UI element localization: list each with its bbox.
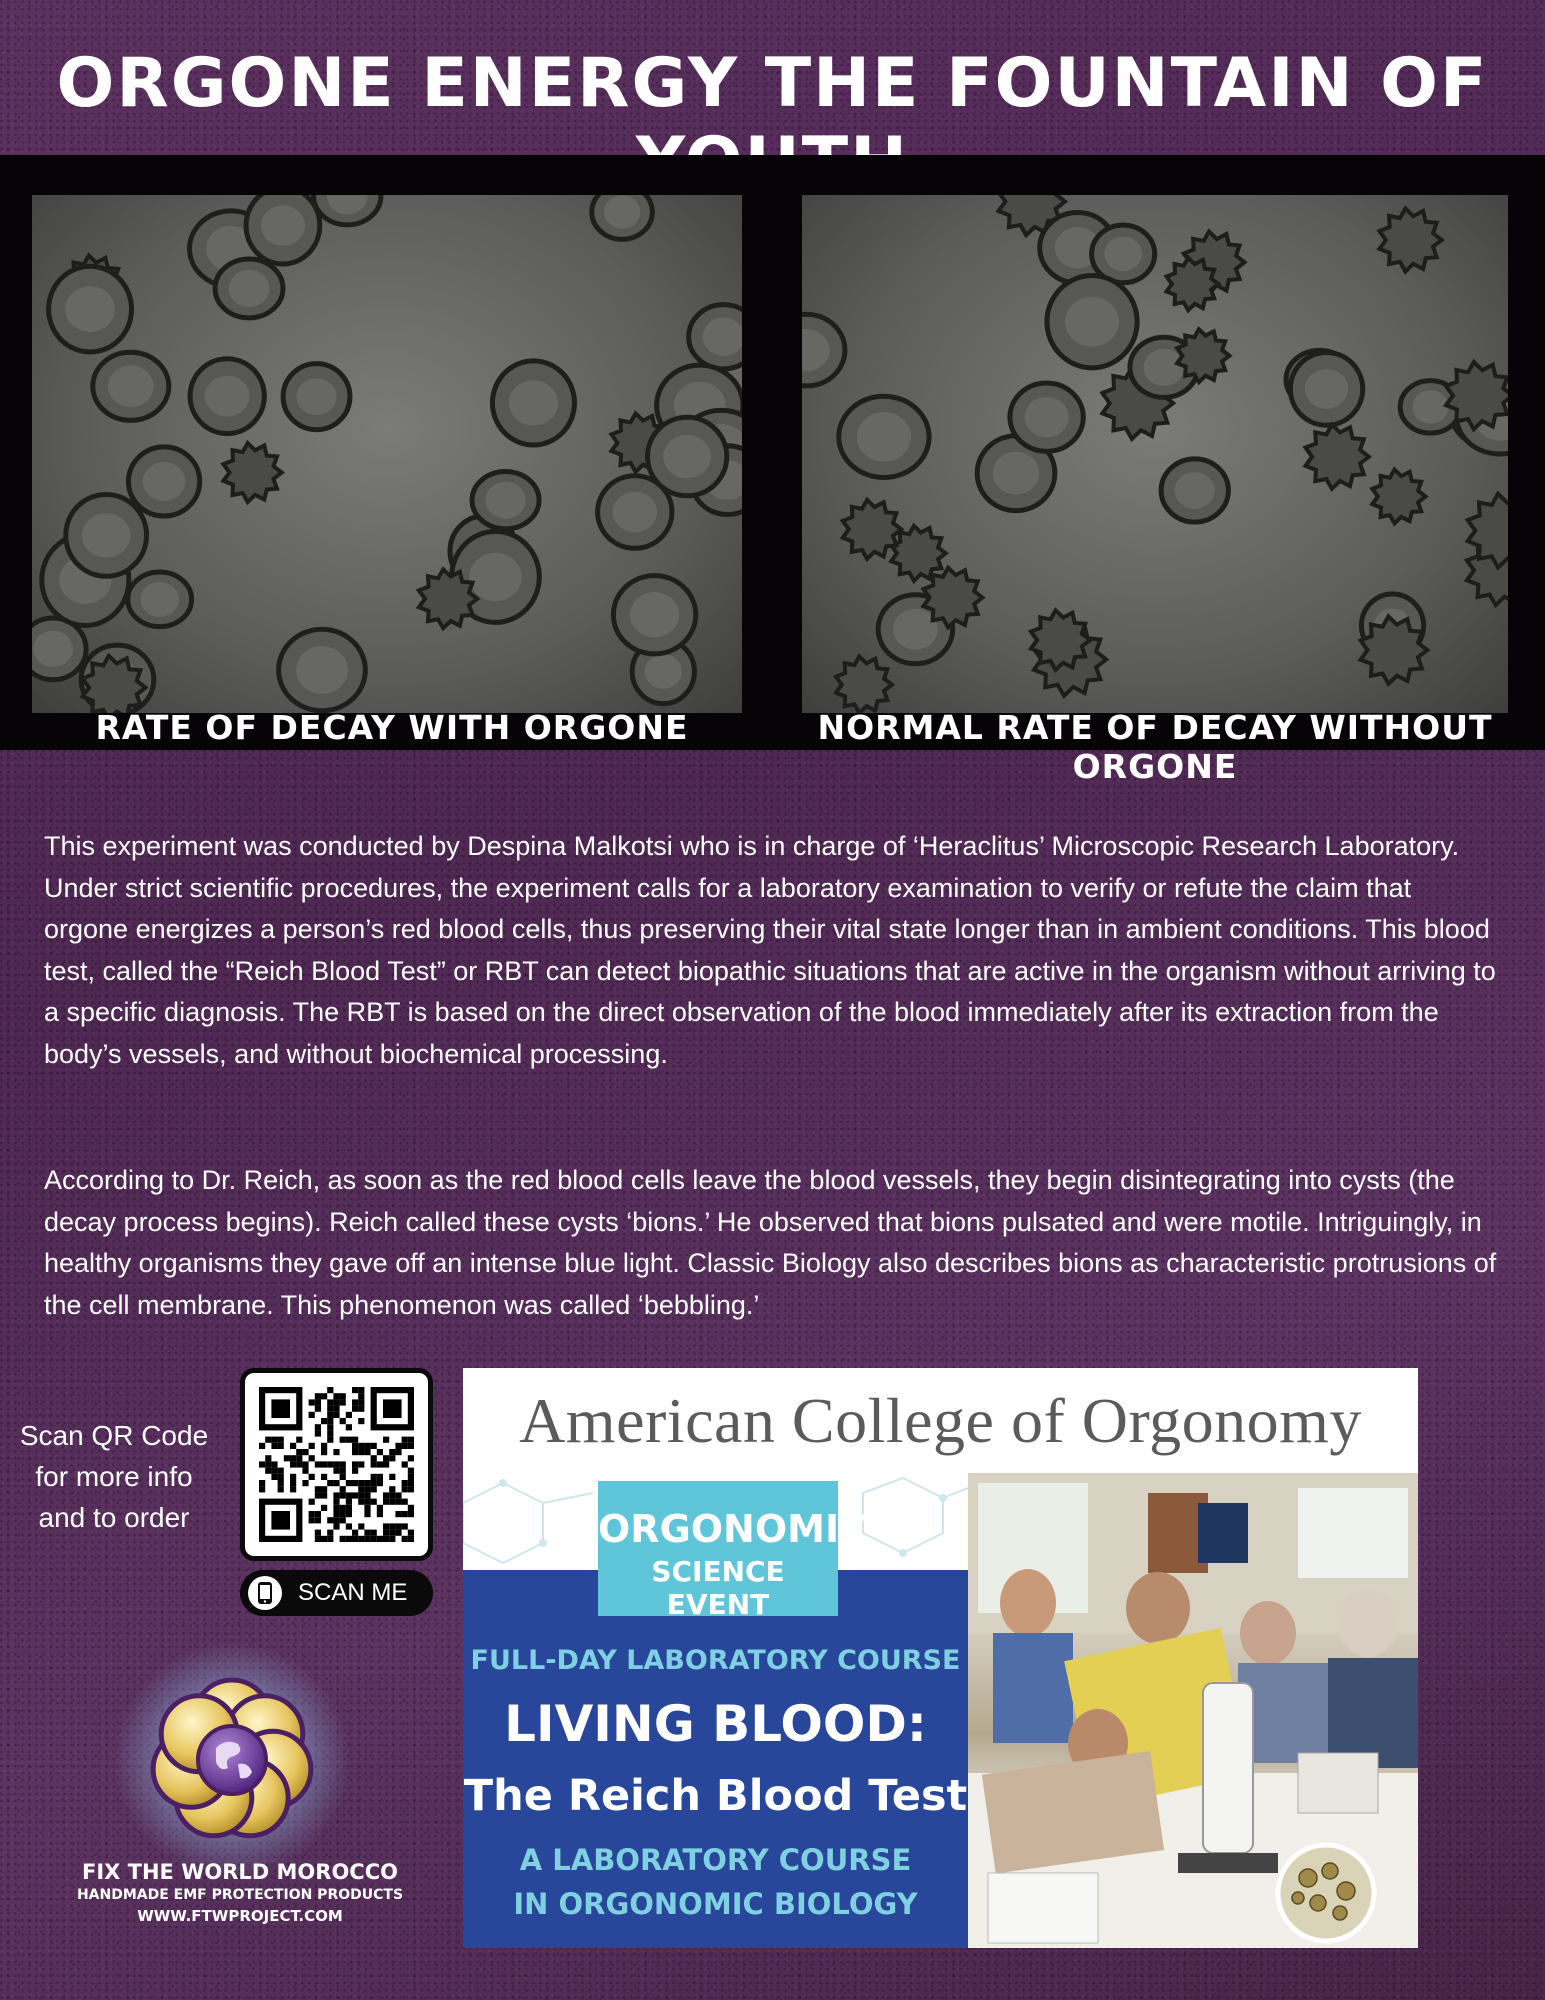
brand-website[interactable]: WWW.FTWPROJECT.COM xyxy=(137,1907,343,1925)
ad-text-panel xyxy=(463,1473,968,1948)
blood-cell xyxy=(246,195,320,264)
brand-tagline: HANDMADE EMF PROTECTION PRODUCTS xyxy=(76,1887,404,1903)
micrograph-with-orgone xyxy=(32,195,742,713)
blood-cell xyxy=(314,195,381,225)
caption-with-orgone: RATE OF DECAY WITH ORGONE xyxy=(95,708,689,747)
blood-cell xyxy=(66,494,147,576)
scan-me-button[interactable] xyxy=(240,1570,433,1616)
crenated-cell xyxy=(1379,209,1441,272)
crenated-cell xyxy=(1372,470,1425,524)
course-subtitle: The Reich Blood Test xyxy=(463,1771,968,1821)
caption-without-orgone: NORMAL RATE OF DECAY WITHOUT ORGONE xyxy=(817,708,1493,786)
micrograph-without-orgone xyxy=(802,195,1508,713)
blood-cell xyxy=(472,472,539,529)
blood-cell xyxy=(689,305,742,369)
blood-cell xyxy=(128,447,199,516)
blood-cell xyxy=(839,396,929,477)
blood-cell xyxy=(802,314,845,386)
event-line1: ORGONOMIC xyxy=(598,1507,868,1551)
course-desc-2: IN ORGONOMIC BIOLOGY xyxy=(513,1887,918,1921)
page-title: ORGONE ENERGY THE FOUNTAIN OF xyxy=(56,44,1489,123)
brand-name: FIX THE WORLD MOROCCO xyxy=(82,1860,398,1884)
qr-code[interactable] xyxy=(240,1368,433,1561)
blood-cell xyxy=(279,629,366,711)
crenated-cell xyxy=(836,657,892,714)
course-desc-1: A LABORATORY COURSE xyxy=(519,1843,912,1877)
qr-instructions: Scan QR Code for more info and to order xyxy=(19,1420,209,1533)
crenated-cell xyxy=(223,443,281,502)
blood-cell xyxy=(215,259,283,318)
course-title: LIVING BLOOD: xyxy=(504,1695,927,1753)
qr-code-image xyxy=(259,1387,414,1542)
blood-cell xyxy=(613,576,695,654)
paragraph-reich: According to Dr. Reich, as soon as the red blood cells leave the blood vessels, they begin disintegrating into cysts (the decay process begins). Reich called these cysts ‘bions.’ He observed that bions pulsated and were motile. Intriguingly, in healthy organisms they gave off an intense blue light. Classic Biology also describes bions as characteristic protrusions of the cell membrane. This phenomenon was called ‘bebbling.’ xyxy=(44,1165,1497,1320)
blood-cell xyxy=(1290,353,1362,426)
blood-cell xyxy=(93,352,169,420)
blood-cell xyxy=(592,195,653,239)
blood-cell xyxy=(190,359,264,434)
blood-cell xyxy=(49,266,132,352)
blood-cell xyxy=(1010,383,1083,451)
course-advertisement[interactable] xyxy=(463,1368,1418,1948)
blood-cell xyxy=(647,417,726,495)
blood-cell xyxy=(1161,459,1228,522)
lab-photo xyxy=(968,1473,1418,1948)
blood-cell xyxy=(1047,276,1137,368)
paragraph-experiment: This experiment was conducted by Despina Malkotsi who is in charge of ‘Heraclitus’ Microscopic Research Laboratory. Under strict scientific procedures, the experiment calls for a laboratory examination to verify or refute the claim that orgone energizes a person’s red blood cells, thus preserving their vital state longer than in ambient conditions. This blood test, called the “Reich Blood Test” or RBT can detect biopathic situations that are active in the organism without arriving to a specific diagnosis. The RBT is based on the direct observation of the blood immediately after its extraction from the body’s vessels, and without biochemical processing. xyxy=(44,831,1496,1069)
blood-cell xyxy=(492,361,574,445)
crenated-cell xyxy=(924,568,983,628)
course-type: FULL-DAY LABORATORY COURSE xyxy=(470,1645,961,1676)
scan-me-label: SCAN ME xyxy=(298,1579,408,1606)
crenated-cell xyxy=(1306,425,1369,489)
event-line2: SCIENCE EVENT xyxy=(651,1555,785,1621)
crenated-cell xyxy=(891,526,945,581)
brand-logo xyxy=(112,1640,352,1880)
phone-icon xyxy=(248,1576,282,1610)
blood-cell xyxy=(283,364,350,430)
crenated-cell xyxy=(1177,329,1229,382)
blood-cell xyxy=(128,572,192,627)
ad-header: American College of Orgonomy xyxy=(519,1385,1362,1456)
event-badge xyxy=(598,1481,868,1621)
